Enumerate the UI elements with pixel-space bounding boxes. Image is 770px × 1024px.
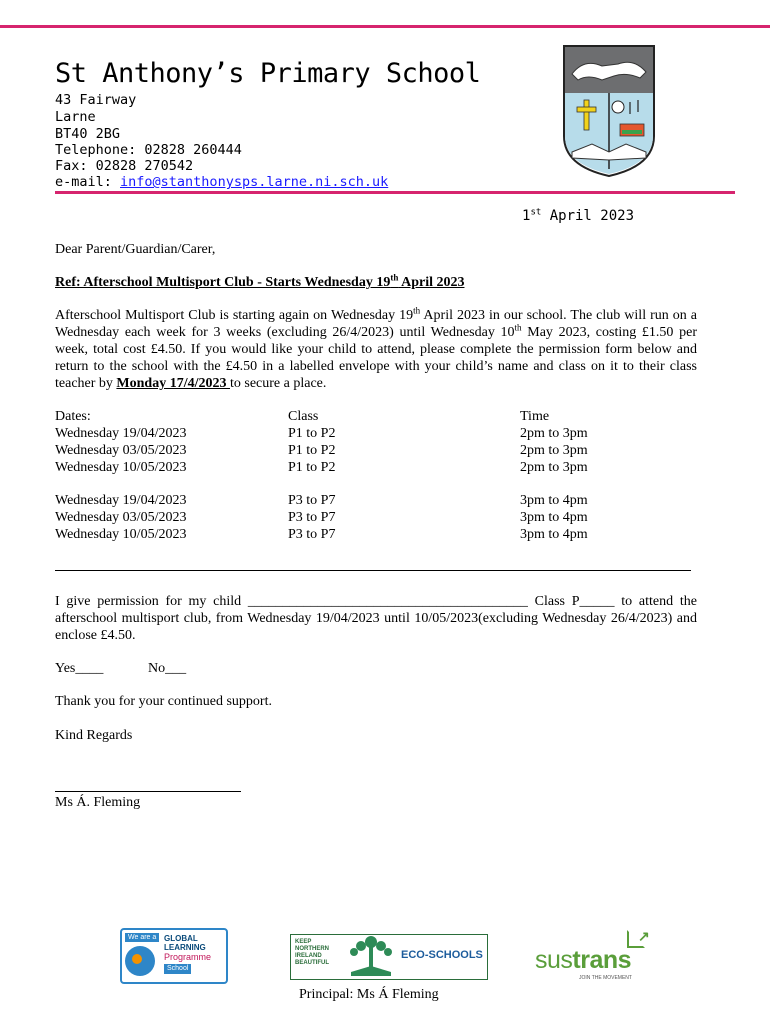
header-dates: Dates:	[55, 409, 91, 424]
yes-option[interactable]: Yes____	[55, 661, 104, 676]
class-blank[interactable]: _____	[579, 594, 615, 609]
signature-line	[55, 791, 241, 792]
child-name-blank[interactable]: ________________________________________	[247, 594, 528, 609]
principal-footer: Principal: Ms Á Fleming	[299, 987, 439, 1002]
global-learning-programme-logo: We are a GLOBAL LEARNING Programme School	[120, 928, 228, 984]
eco-schools-logo: KEEP NORTHERN IRELAND BEAUTIFUL ECO-SCHOOLS	[290, 934, 488, 980]
arrow-icon: ↗	[638, 928, 650, 944]
sustrans-logo: ↗ sustrans JOIN THE MOVEMENT	[535, 928, 650, 981]
school-name: St Anthony’s Primary School	[55, 58, 481, 89]
top-rule	[0, 25, 770, 28]
schedule-table	[55, 408, 588, 543]
salutation: Dear Parent/Guardian/Carer,	[55, 242, 216, 257]
figure-icon	[132, 954, 142, 964]
table-row: Wednesday 03/05/2023 P3 to P7 3pm to 4pm	[55, 510, 588, 525]
header-class: Class	[288, 409, 319, 424]
table-row: Wednesday 19/04/2023 P1 to P2 2pm to 3pm	[55, 426, 588, 441]
permission-statement: I give permission for my child ________________________________________ Class P_____ to attend the afterschool multisport club, from Wednesday 19/04/2023 until 10/05/2023(excluding Wednesday 26/4/2023) and enclose £4.50.	[55, 594, 697, 643]
table-spacer	[55, 476, 588, 492]
address-postcode: BT40 2BG	[55, 126, 121, 142]
tear-off-line	[55, 570, 691, 571]
table-row: Wednesday 10/05/2023 P1 to P2 2pm to 3pm	[55, 460, 588, 475]
tree-icon	[346, 932, 396, 978]
table-row: Wednesday 03/05/2023 P1 to P2 2pm to 3pm	[55, 443, 588, 458]
schedule-header-row	[55, 408, 588, 425]
header-time: Time	[520, 409, 550, 424]
table-row: Wednesday 19/04/2023 P3 to P7 3pm to 4pm	[55, 493, 588, 508]
fax: Fax: 02828 270542	[55, 158, 194, 174]
email-label: e-mail:	[55, 174, 121, 190]
address-line-2: Larne	[55, 109, 96, 125]
email-line	[55, 174, 388, 190]
table-row: Wednesday 10/05/2023 P3 to P7 3pm to 4pm	[55, 527, 588, 542]
email-link[interactable]: info@stanthonysps.larne.ni.sch.uk	[120, 174, 389, 190]
return-deadline: Monday 17/4/2023	[116, 376, 230, 391]
header-rule	[55, 191, 735, 194]
school-crest-icon	[562, 44, 656, 178]
address-line-1: 43 Fairway	[55, 92, 137, 108]
letter-reference: Ref: Afterschool Multisport Club - Starts Wednesday 19th April 2023	[55, 272, 465, 290]
no-option[interactable]: No___	[148, 661, 187, 676]
telephone: Telephone: 02828 260444	[55, 142, 242, 158]
letter-date: 1st April 2023	[522, 207, 634, 224]
body-paragraph: Afterschool Multisport Club is starting again on Wednesday 19th April 2023 in our school. The club will run on a Wednesday each week for 3 weeks (excluding 26/4/2023) until Wednesday 10th May 2023, costing £1.50 per week, total cost £4.50. If you would like your child to attend, please complete the permission form below and return to the school with the £4.50 in a labelled envelope with your child’s name and class on it to their class teacher by Monday 17/4/2023 to secure a place.	[55, 305, 698, 391]
signatory-name: Ms Á. Fleming	[55, 795, 141, 810]
kind-regards: Kind Regards	[55, 728, 133, 743]
thanks-line: Thank you for your continued support.	[55, 694, 272, 709]
